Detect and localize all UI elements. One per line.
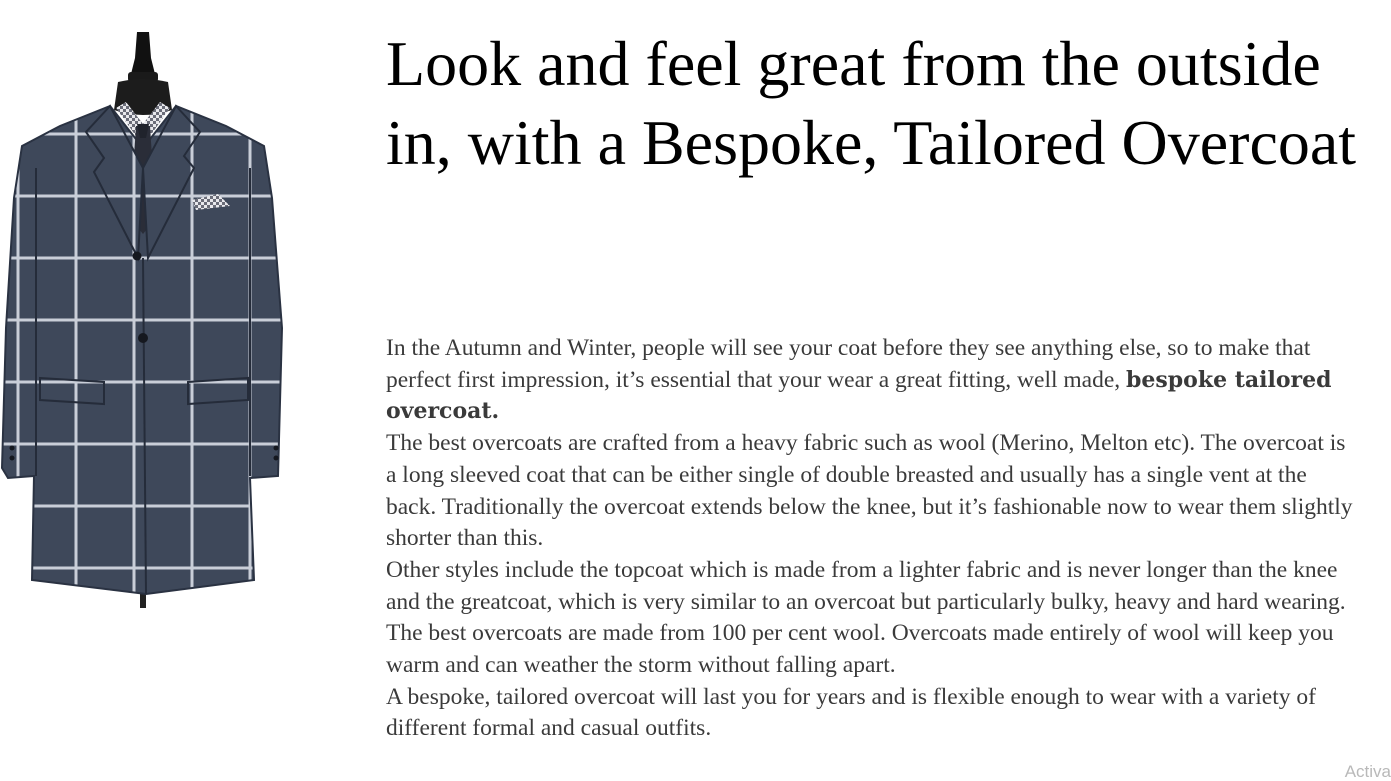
paragraph-intro-text: In the Autumn and Winter, people will see your coat before they see anything else, so to make that perfect first impression, it’s essential that your wear a great fitting, well made, xyxy=(386,335,1311,393)
paragraph-styles: Other styles include the topcoat which is made from a lighter fabric and is never longer than the knee and the greatcoat, which is very similar to an overcoat but particularly bulky, heavy and hard wearing. xyxy=(386,556,1346,615)
paragraph-closing: A bespoke, tailored overcoat will last you for years and is flexible enough to wear with a variety of different formal and casual outfits. xyxy=(386,683,1316,742)
paragraph-intro xyxy=(386,333,1361,428)
paragraph-fabric: The best overcoats are crafted from a heavy fabric such as wool (Merino, Melton etc). The overcoat is a long sleeved coat that can be either single of double breasted and usually has a single vent at the back. Traditionally the overcoat extends below the knee, but it’s fashionable now to wear them slightly shorter than this. xyxy=(386,430,1353,552)
paragraph-wool: The best overcoats are made from 100 per cent wool. Overcoats made entirely of wool will keep you warm and can weather the storm without falling apart. xyxy=(386,620,1334,679)
page-title: Look and feel great from the outside in, with a Bespoke, Tailored Overcoat xyxy=(386,28,1357,178)
overcoat-image xyxy=(0,28,290,608)
activation-watermark: Activa xyxy=(1344,762,1391,781)
article-body xyxy=(386,333,1361,745)
bold-highlight: bespoke tailored overcoat. xyxy=(386,366,1332,425)
